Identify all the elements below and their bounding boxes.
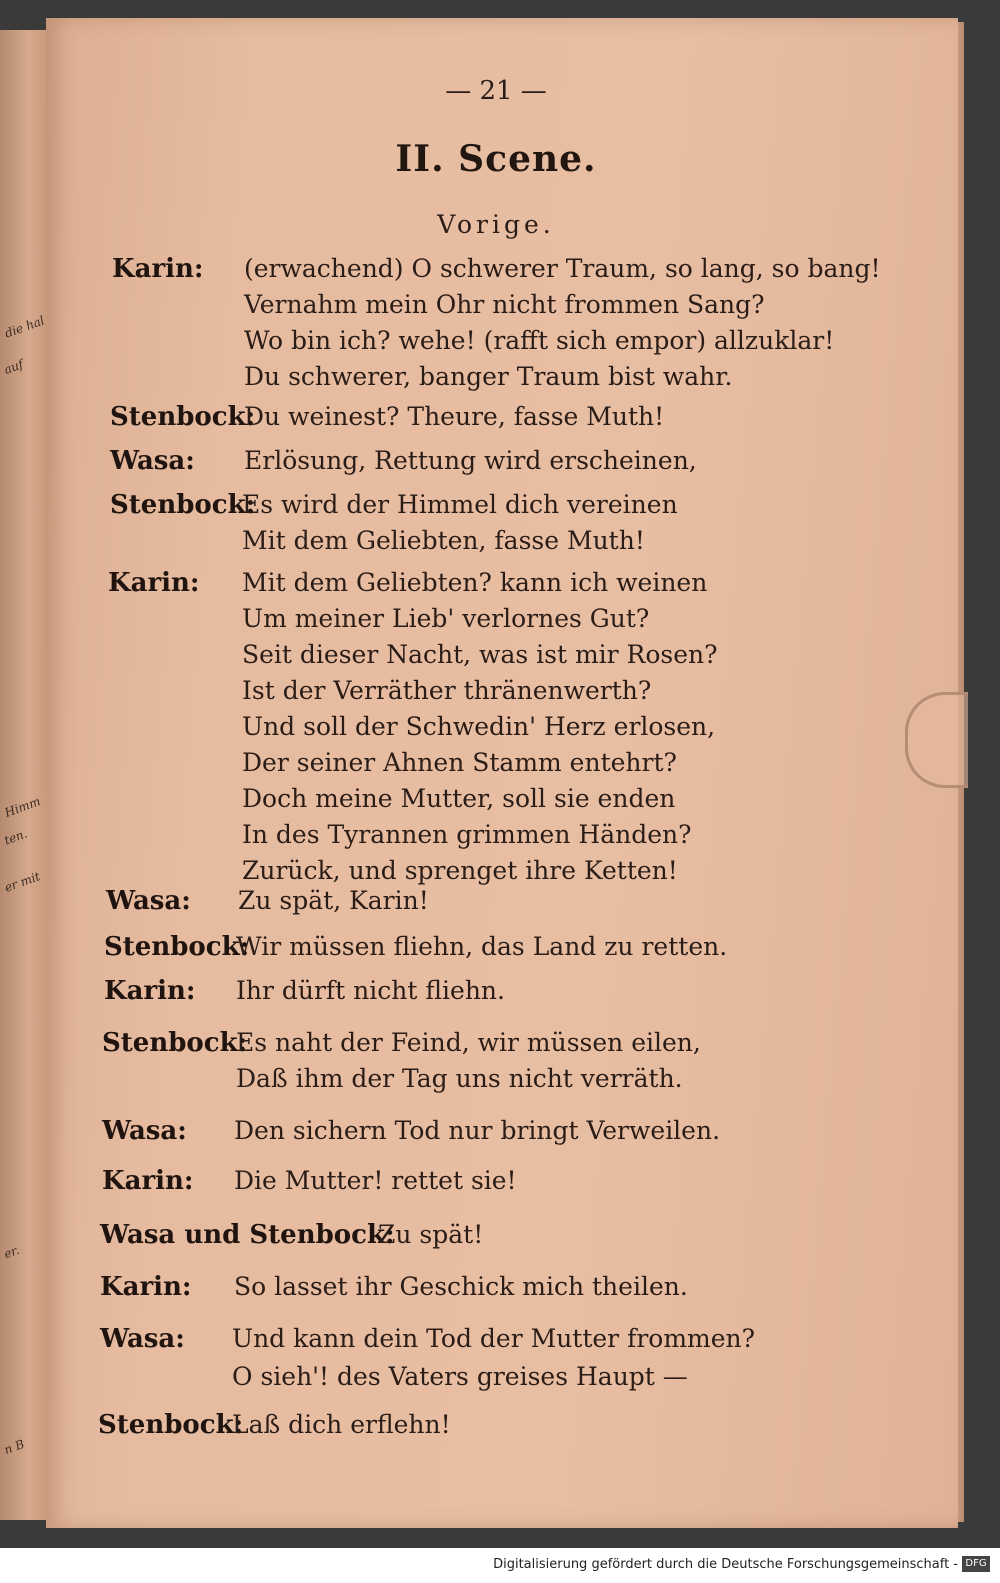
speaker-name: Stenbock: xyxy=(110,402,256,432)
dialogue-line xyxy=(46,932,946,966)
verse-text: Zurück, und sprenget ihre Ketten! xyxy=(242,856,678,885)
verse-text: Es wird der Himmel dich vereinen xyxy=(242,490,678,519)
left-page-fragment: ten. xyxy=(2,826,30,848)
verse-text: Du weinest? Theure, fasse Muth! xyxy=(244,402,665,431)
footer-credit: Digitalisierung gefördert durch die Deutsche Forschungsgemeinschaft - xyxy=(493,1557,958,1572)
verse-text: Der seiner Ahnen Stamm entehrt? xyxy=(242,748,677,777)
left-page-fragment: die hal xyxy=(2,313,47,341)
dialogue-line xyxy=(46,490,946,524)
dialogue-line xyxy=(46,1116,946,1150)
speaker-name: Wasa und Stenbock: xyxy=(100,1220,395,1250)
verse-text: Es naht der Feind, wir müssen eilen, xyxy=(236,1028,701,1057)
verse-text: Erlösung, Rettung wird erscheinen, xyxy=(244,446,697,475)
speaker-name: Stenbock: xyxy=(102,1028,248,1058)
verse-text: Um meiner Lieb' verlornes Gut? xyxy=(242,604,650,633)
verse-text: Doch meine Mutter, soll sie enden xyxy=(242,784,676,813)
dialogue-line xyxy=(46,1362,946,1396)
verse-text: Wo bin ich? wehe! (rafft sich empor) allzuklar! xyxy=(244,326,835,355)
dialogue-line xyxy=(46,976,946,1010)
dialogue-line xyxy=(46,886,946,920)
verse-text: Mit dem Geliebten? kann ich weinen xyxy=(242,568,708,597)
dialogue-line xyxy=(46,526,946,560)
verse-text: (erwachend) O schwerer Traum, so lang, so bang! xyxy=(244,254,881,283)
dialogue-line xyxy=(46,362,946,396)
speaker-name: Karin: xyxy=(100,1272,192,1302)
footer xyxy=(0,1548,1000,1583)
verse-text: Laß dich erflehn! xyxy=(232,1410,451,1439)
dialogue-line xyxy=(46,1166,946,1200)
dialogue-line xyxy=(46,604,946,638)
left-page-fragment: er. xyxy=(2,1242,22,1262)
left-page-fragment: er mit xyxy=(2,869,42,895)
left-page-edge xyxy=(0,30,50,1520)
verse-text: Die Mutter! rettet sie! xyxy=(234,1166,517,1195)
dialogue-line xyxy=(46,254,946,288)
verse-text: Zu spät! xyxy=(378,1220,484,1249)
verse-text: Und soll der Schwedin' Herz erlosen, xyxy=(242,712,716,741)
dialogue-line xyxy=(46,1272,946,1306)
verse-text: Den sichern Tod nur bringt Verweilen. xyxy=(234,1116,721,1145)
speaker-name: Karin: xyxy=(112,254,204,284)
characters-heading: Vorige. xyxy=(437,210,555,239)
paper-clip xyxy=(905,692,968,788)
speaker-name: Wasa: xyxy=(102,1116,187,1146)
verse-text: Ihr dürft nicht fliehn. xyxy=(236,976,505,1005)
speaker-name: Wasa: xyxy=(110,446,195,476)
verse-text: Du schwerer, banger Traum bist wahr. xyxy=(244,362,733,391)
dfg-logo: DFG xyxy=(962,1556,990,1572)
verse-text: Ist der Verräther thränenwerth? xyxy=(242,676,652,705)
verse-text: O sieh'! des Vaters greises Haupt — xyxy=(232,1362,688,1391)
page-number: — 21 — xyxy=(445,76,547,106)
dialogue-line xyxy=(46,446,946,480)
verse-text: Vernahm mein Ohr nicht frommen Sang? xyxy=(244,290,765,319)
verse-text: In des Tyrannen grimmen Händen? xyxy=(242,820,692,849)
left-page-fragment: Himm xyxy=(2,794,43,820)
verse-text: Daß ihm der Tag uns nicht verräth. xyxy=(236,1064,683,1093)
dialogue-line xyxy=(46,1220,946,1254)
verse-text: Zu spät, Karin! xyxy=(238,886,429,915)
speaker-name: Stenbock: xyxy=(104,932,250,962)
dialogue-line xyxy=(46,820,946,854)
dialogue-line xyxy=(46,1410,946,1444)
verse-text: So lasset ihr Geschick mich theilen. xyxy=(234,1272,688,1301)
left-page-fragment: n B xyxy=(2,1436,27,1458)
speaker-name: Stenbock: xyxy=(110,490,256,520)
dialogue-line xyxy=(46,290,946,324)
dialogue-line xyxy=(46,856,946,890)
book-page xyxy=(46,18,958,1528)
dialogue-line xyxy=(46,1324,946,1358)
verse-text: Mit dem Geliebten, fasse Muth! xyxy=(242,526,645,555)
dialogue-line xyxy=(46,784,946,818)
verse-text: Und kann dein Tod der Mutter frommen? xyxy=(232,1324,756,1353)
left-page-fragment: auf xyxy=(2,357,26,377)
speaker-name: Wasa: xyxy=(100,1324,185,1354)
speaker-name: Karin: xyxy=(108,568,200,598)
speaker-name: Karin: xyxy=(104,976,196,1006)
dialogue-line xyxy=(46,640,946,674)
dialogue-line xyxy=(46,326,946,360)
scene-title: II. Scene. xyxy=(395,138,597,180)
speaker-name: Karin: xyxy=(102,1166,194,1196)
dialogue-line xyxy=(46,712,946,746)
dialogue-line xyxy=(46,402,946,436)
speaker-name: Wasa: xyxy=(106,886,191,916)
verse-text: Seit dieser Nacht, was ist mir Rosen? xyxy=(242,640,718,669)
speaker-name: Stenbock: xyxy=(98,1410,244,1440)
dialogue-line xyxy=(46,568,946,602)
verse-text: Wir müssen fliehn, das Land zu retten. xyxy=(236,932,728,961)
dialogue-line xyxy=(46,748,946,782)
dialogue-line xyxy=(46,676,946,710)
dialogue-line xyxy=(46,1064,946,1098)
dialogue-line xyxy=(46,1028,946,1062)
